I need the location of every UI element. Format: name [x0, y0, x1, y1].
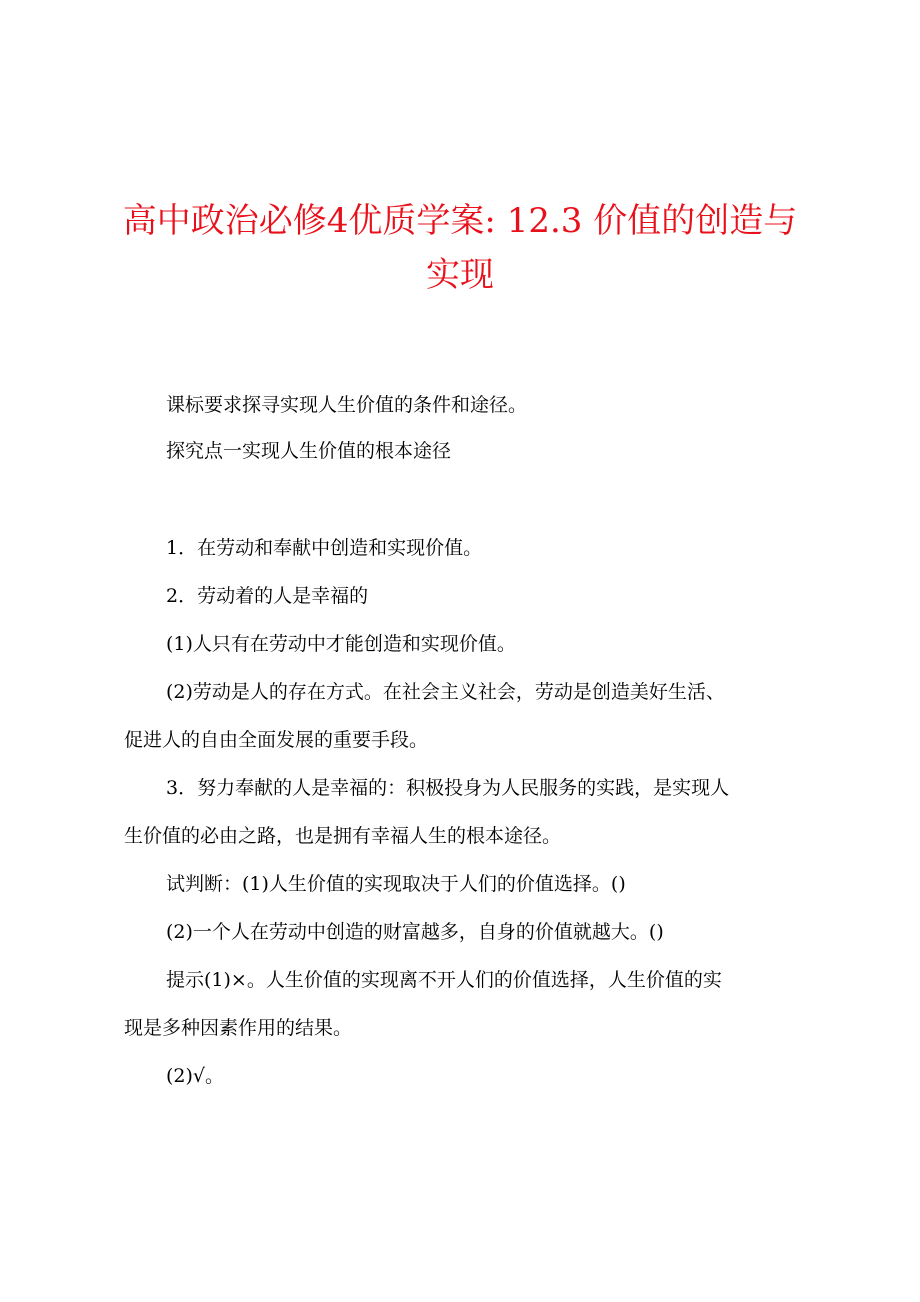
- paragraph-inquiry-point: 探究点一实现人生价值的根本途径: [166, 440, 452, 462]
- paragraph-judgment-1: 试判断：(1)人生价值的实现取决于人们的价值选择。(): [166, 873, 626, 895]
- paragraph-item-2: 2．劳动着的人是幸福的: [166, 585, 369, 607]
- paragraph-item-3-line-2: 生价值的必由之路，也是拥有幸福人生的根本途径。: [124, 825, 562, 847]
- paragraph-item-1: 1．在劳动和奉献中创造和实现价值。: [166, 537, 483, 559]
- paragraph-item-2-1: (1)人只有在劳动中才能创造和实现价值。: [166, 633, 516, 655]
- paragraph-judgment-2: (2)一个人在劳动中创造的财富越多，自身的价值就越大。(): [166, 921, 664, 943]
- document-title: [100, 194, 820, 302]
- paragraph-item-3-line-1: 3．努力奉献的人是幸福的：积极投身为人民服务的实践，是实现人: [166, 777, 730, 799]
- paragraph-item-2-2-line-1: (2)劳动是人的存在方式。在社会主义社会，劳动是创造美好生活、: [166, 681, 725, 703]
- paragraph-hint-line-2: 现是多种因素作用的结果。: [124, 1017, 353, 1039]
- title-line-2: 实现: [426, 255, 494, 295]
- paragraph-curriculum-requirement: 课标要求探寻实现人生价值的条件和途径。: [166, 394, 528, 416]
- paragraph-hint-line-1: 提示(1)×。人生价值的实现离不开人们的价值选择，人生价值的实: [166, 969, 722, 991]
- paragraph-hint-2: (2)√。: [166, 1065, 225, 1087]
- title-line-1: 高中政治必修4优质学案: 12.3 价值的创造与: [122, 201, 798, 241]
- paragraph-item-2-2-line-2: 促进人的自由全面发展的重要手段。: [124, 729, 429, 751]
